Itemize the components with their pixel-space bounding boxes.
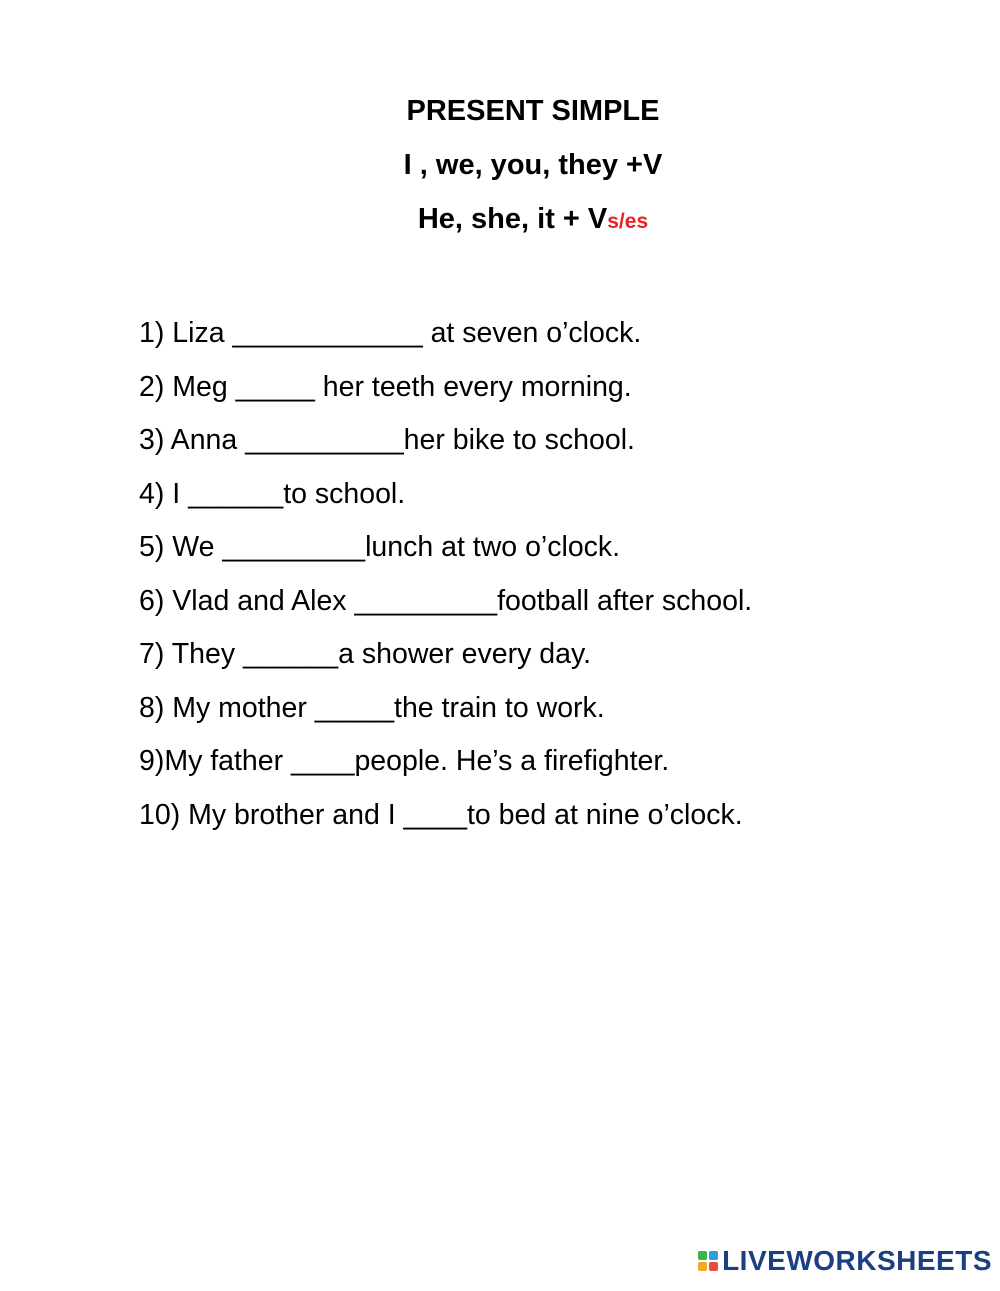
logo-block-blue xyxy=(709,1251,718,1260)
exercise-item-4: 4) I ______to school. xyxy=(139,477,406,510)
exercise-item-2: 2) Meg _____ her teeth every morning. xyxy=(139,370,632,403)
exercise-item-7: 7) They ______a shower every day. xyxy=(139,638,592,670)
logo-block-red xyxy=(709,1262,718,1271)
worksheet-title: PRESENT SIMPLE xyxy=(406,95,660,127)
exercise-item-6: 6) Vlad and Alex _________football after school. xyxy=(139,584,753,617)
logo-block-orange xyxy=(698,1262,707,1271)
exercise-list xyxy=(139,307,752,842)
rule-singular-subjects xyxy=(0,202,1000,239)
rule-singular-prefix: He, she, it + V xyxy=(417,203,608,235)
logo-block-green xyxy=(698,1251,707,1260)
exercise-item-9: 9)My father ____people. He’s a firefighter. xyxy=(139,745,670,777)
exercise-item-5: 5) We _________lunch at two o’clock. xyxy=(139,531,621,563)
rule-plural-subjects: I , we, you, they +V xyxy=(403,149,663,181)
exercise-item-3: 3) Anna __________her bike to school. xyxy=(139,424,635,456)
rule-singular-suffix: s/es xyxy=(607,210,649,233)
liveworksheets-logo-icon xyxy=(698,1251,718,1271)
liveworksheets-logo xyxy=(698,1245,992,1277)
liveworksheets-brand-text: LIVEWORKSHEETS xyxy=(722,1245,992,1276)
exercise-item-1: 1) Liza ____________ at seven o’clock. xyxy=(139,317,642,349)
exercise-item-10: 10) My brother and I ____to bed at nine o’clock. xyxy=(139,798,743,831)
exercise-item-8: 8) My mother _____the train to work. xyxy=(139,691,605,724)
